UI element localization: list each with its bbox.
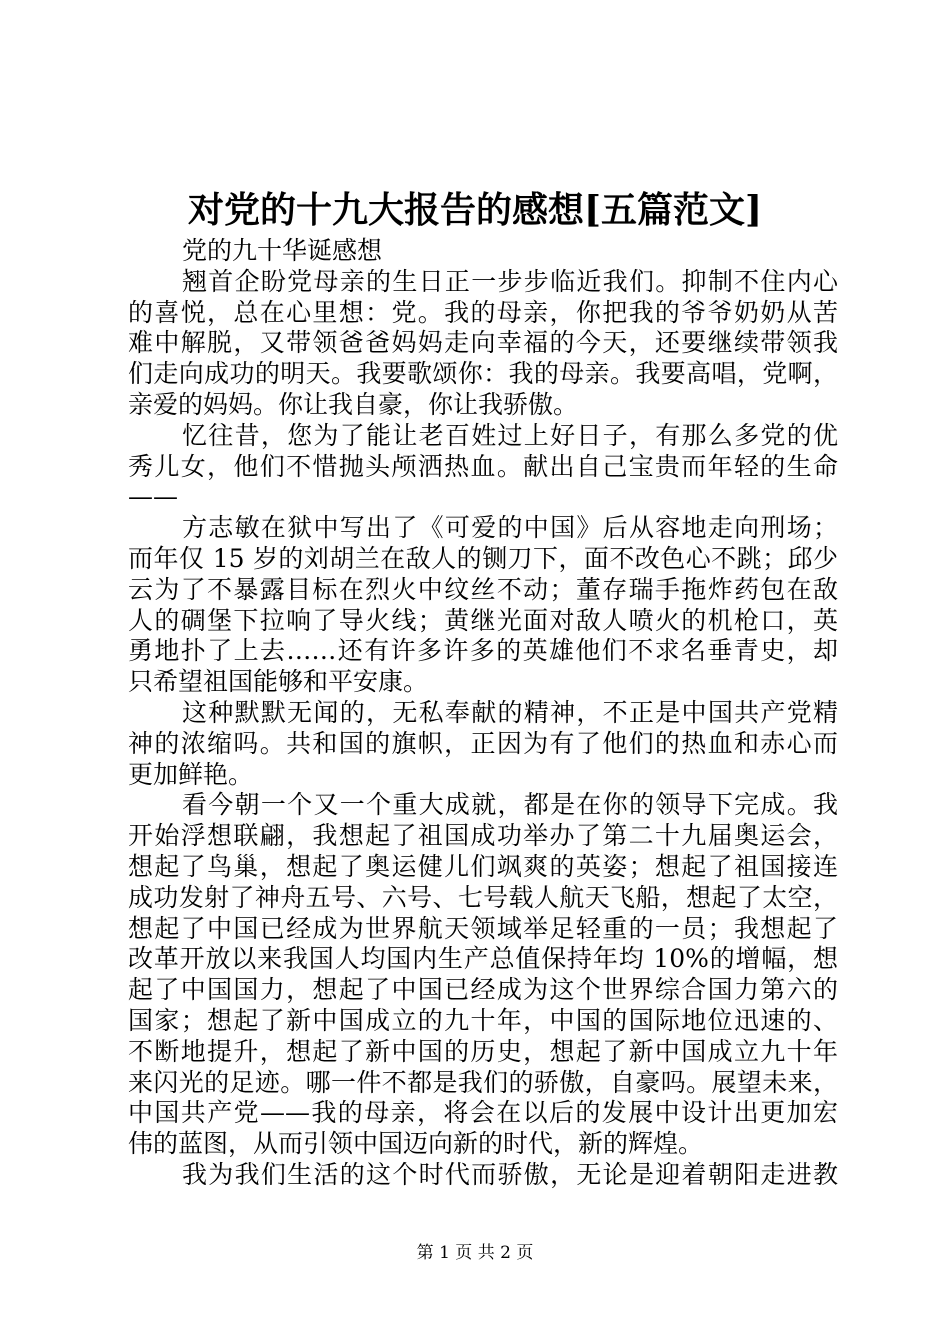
text-line: 更加鲜艳。 bbox=[128, 759, 254, 789]
text-line: 起了中国国力，想起了中国已经成为这个世界综合国力第六的 bbox=[128, 975, 838, 1005]
text-line: 不断地提升，想起了新中国的历史，想起了新中国成立九十年 bbox=[128, 1036, 838, 1066]
document-body bbox=[128, 236, 838, 1191]
text-line: 这种默默无闻的，无私奉献的精神，不正是中国共产党精 bbox=[182, 697, 838, 727]
text-line: 神的浓缩吗。共和国的旗帜，正因为有了他们的热血和赤心而 bbox=[128, 728, 838, 758]
text-line: 勇地扑了上去……还有许多许多的英雄他们不求名垂青史，却 bbox=[128, 636, 838, 666]
text-line: 看今朝一个又一个重大成就，都是在你的领导下完成。我 bbox=[182, 790, 838, 820]
text-line: 而年仅 15 岁的刘胡兰在敌人的铡刀下，面不改色心不跳；邱少 bbox=[128, 543, 838, 573]
text-line: 我为我们生活的这个时代而骄傲，无论是迎着朝阳走进教 bbox=[182, 1159, 838, 1189]
text-line: 国家；想起了新中国成立的九十年，中国的国际地位迅速的、 bbox=[128, 1005, 838, 1035]
document-title: 对党的十九大报告的感想[五篇范文] bbox=[187, 189, 763, 231]
text-line: 的喜悦，总在心里想：党。我的母亲，你把我的爷爷奶奶从苦 bbox=[128, 297, 838, 327]
text-line: 难中解脱，又带领爸爸妈妈走向幸福的今天，还要继续带领我 bbox=[128, 328, 838, 358]
text-line: 开始浮想联翩，我想起了祖国成功举办了第二十九届奥运会， bbox=[128, 821, 838, 851]
text-line: 云为了不暴露目标在烈火中纹丝不动；董存瑞手拖炸药包在敌 bbox=[128, 574, 838, 604]
text-line: 忆往昔，您为了能让老百姓过上好日子，有那么多党的优 bbox=[182, 420, 838, 450]
text-line: —— bbox=[128, 482, 178, 512]
page-number-footer: 第 1 页 共 2 页 bbox=[416, 1243, 534, 1263]
paragraph-heading: 党的九十华诞感想 bbox=[182, 236, 383, 265]
text-line: 方志敏在狱中写出了《可爱的中国》后从容地走向刑场； bbox=[182, 513, 838, 543]
text-line: 想起了中国已经成为世界航天领域举足轻重的一员；我想起了 bbox=[128, 913, 838, 943]
text-line: 改革开放以来我国人均国内生产总值保持年均 10%的增幅，想 bbox=[128, 944, 838, 974]
text-line: 只希望祖国能够和平安康。 bbox=[128, 667, 429, 697]
text-line: 来闪光的足迹。哪一件不都是我们的骄傲，自豪吗。展望未来， bbox=[128, 1067, 838, 1097]
text-line: 们走向成功的明天。我要歌颂你：我的母亲。我要高唱，党啊， bbox=[128, 359, 838, 389]
text-line: 伟的蓝图，从而引领中国迈向新的时代，新的辉煌。 bbox=[128, 1129, 704, 1159]
text-line: 中国共产党——我的母亲，将会在以后的发展中设计出更加宏 bbox=[128, 1098, 838, 1128]
text-line: 人的碉堡下拉响了导火线；黄继光面对敌人喷火的机枪口，英 bbox=[128, 605, 838, 635]
text-line: 想起了鸟巢，想起了奥运健儿们飒爽的英姿；想起了祖国接连 bbox=[128, 851, 838, 881]
text-line: 成功发射了神舟五号、六号、七号载人航天飞船，想起了太空， bbox=[128, 882, 838, 912]
text-line: 翘首企盼党母亲的生日正一步步临近我们。抑制不住内心 bbox=[182, 266, 838, 296]
text-line: 秀儿女，他们不惜抛头颅洒热血。献出自己宝贵而年轻的生命 bbox=[128, 451, 838, 481]
text-line: 亲爱的妈妈。你让我自豪，你让我骄傲。 bbox=[128, 389, 579, 419]
